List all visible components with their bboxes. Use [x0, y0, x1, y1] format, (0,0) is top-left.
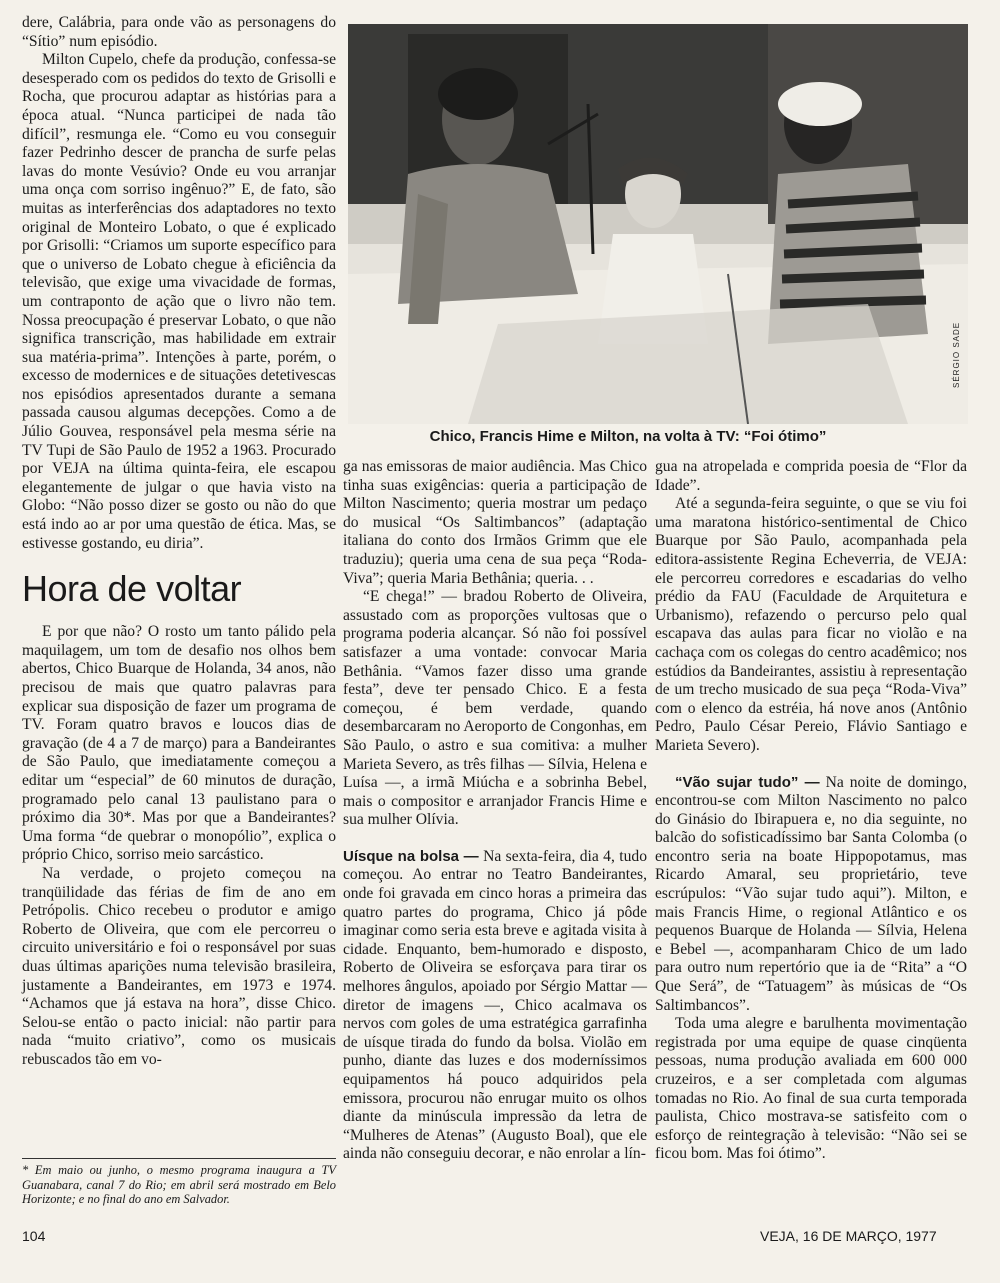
section-headline: Hora de voltar	[22, 568, 242, 610]
body-text: Na noite de domingo, encontrou-se com Milton Nascimento no palco do Ginásio do Ibirapuera e, no dia seguinte, no balcão do sofisticadíssimo bar Santa Colomba (o encontro seria na boate Hippopotamus, mas Ricardo Amaral, seu proprietário, teve escrúpulos: “Vão sujar tudo aqui”). Milton, e mais Francis Hime, o regional Atlântico e os pequenos Buarque de Holanda — Sílvia, Helena e Bebel —, acompanharam Chico de um lado para outro num repertório que ia de “Rita” a “O Que Será”, de “Tatuagem” às músicas de “Os Saltimbancos”.	[655, 773, 967, 1014]
body-paragraph: dere, Calábria, para onde vão as personagens do “Sítio” num episódio.	[22, 14, 336, 50]
paragraph-gap	[655, 756, 967, 774]
footnote: * Em maio ou junho, o mesmo programa inaugura a TV Guanabara, canal 7 do Rio; em abril será mostrado em Belo Horizonte; e no final do ano em Salvador.	[22, 1158, 336, 1207]
photo-credit: SÉRGIO SADE	[952, 321, 961, 388]
body-paragraph: gua na atropelada e comprida poesia de “Flor da Idade”.	[655, 458, 967, 494]
middle-column	[343, 458, 647, 1164]
left-column	[22, 14, 336, 1069]
body-paragraph	[655, 774, 967, 1016]
page-number: 104	[22, 1228, 46, 1244]
body-paragraph: “E chega!” — bradou Roberto de Oliveira, assustado com as proporções vultosas que o programa poderia alcançar. Só não foi possível satisfazer a uma vontade: convocar Maria Bethânia. “Vamos fazer disso uma grande festa”, deve ter pensado Chico. E a festa começou, é bem verdade, quando desembarcaram no Aeroporto de Congonhas, em São Paulo, o astro e sua comitiva: a mulher Marieta Severo, as três filhas — Sílvia, Helena e Luísa —, a irmã Miúcha e a sobrinha Bebel, mais o compositor e arranjador Francis Hime e sua mulher Olívia.	[343, 588, 647, 829]
body-paragraph: Toda uma alegre e barulhenta movimentação registrada por uma equipe de quase cinqüenta pessoas, numa produção avaliada em 600 000 cruzeiros, e a ser completada com algumas tomadas no Rio. Ao final de sua curta temporada paulista, Chico mostrava-se satisfeito com o esforço de reintegração à televisão: “Não sei se ficou bom. Mas foi ótimo”.	[655, 1015, 967, 1163]
photo-caption: Chico, Francis Hime e Milton, na volta à TV: “Foi ótimo”	[429, 428, 827, 445]
body-paragraph: Até a segunda-feira seguinte, o que se viu foi uma maratona histórico-sentimental de Chico Buarque por São Paulo, acompanhada pela editora-assistente Regina Echeverria, de VEJA: ele percorreu corredores e escadarias do velho prédio da FAU (Faculdade de Arquitetura e Urbanismo), refazendo o percurso pelo qual escapava das aulas para ficar no violão e na cachaça com os colegas do centro acadêmico; nos estúdios da Bandeirantes, assistiu à representação de um trecho musicado de sua peça “Roda-Viva” com o elenco da estréia, há nove anos (Antônio Pedro, Paulo César Pereio, Flávio Santiago e Marieta Severo).	[655, 495, 967, 754]
right-column	[655, 458, 967, 1164]
photo-illustration	[348, 24, 968, 424]
body-paragraph: Milton Cupelo, chefe da produção, confessa-se desesperado com os pedidos do texto de Grisolli e Rocha, que procurou adaptar as histórias para a época atual. “Nunca participei de nada tão difícil”, resmunga ele. “Como eu vou conseguir fazer Pedrinho descer de prancha de surfe pelas lavas do monte Vesúvio? Onde eu vou arranjar uma onça com sorriso ingênuo?” E, de fato, são muitas as interferências dos adaptadores no texto original de Monteiro Lobato, o que é explicado por Grisolli: “Criamos um suporte específico para que o universo de Lobato chegue à eficiência da televisão, que exige uma vivacidade de formas, um contraponto de ação que o livro não tem. Nossa preocupação é preservar Lobato, o que não significa transcrição, mas habilidade em extrair sua matéria-prima”. Intenções à parte, porém, o excesso de modernices e de situações detetivescas nos episódios apresentados durante a semana passada causou algumas decepções. Como a de Júlio Gouvea, responsável pela mesma série na TV Tupi de São Paulo de 1952 a 1963. Procurado por VEJA na última quinta-feira, ele escapou elegantemente de julgar o que havia visto na Globo: “Não posso dizer se gosto ou não do que está indo ao ar por uma questão de ética. Mas, se estivesse gostando, eu diria”.	[22, 51, 336, 552]
body-paragraph: E por que não? O rosto um tanto pálido pela maquilagem, um tom de desafio nos olhos bem abertos, Chico Buarque de Holanda, 34 anos, não precisou de mais que quatro palavras para explicar sua disposição de fazer um programa de TV. Foram quatro bravos e loucos dias de gravação (de 4 a 7 de março) para a Bandeirantes de São Paulo, que imediatamente começou a editar um “especial” de 60 minutos de duração, programado pelo canal 13 paulistano para o próximo dia 30*. Mas por que a Bandeirantes? Uma forma “de quebrar o monopólio”, explica o próprio Chico, sorriso meio sarcástico.	[22, 623, 336, 864]
body-paragraph: ga nas emissoras de maior audiência. Mas Chico tinha suas exigências: queria a participação de Milton Nascimento; queria mostrar um pedaço do musical “Os Saltimbancos” (adaptação italiana do conto dos Irmãos Grimm que ele traduziu); queria uma cena de sua peça “Roda-Viva”; queria Maria Bethânia; queria. . .	[343, 458, 647, 587]
body-paragraph	[343, 848, 647, 1164]
runin-heading: Uísque na bolsa —	[343, 847, 479, 865]
paragraph-gap	[343, 830, 647, 848]
issue-date: VEJA, 16 DE MARÇO, 1977	[760, 1228, 937, 1244]
body-text: Na sexta-feira, dia 4, tudo começou. Ao entrar no Teatro Bandeirantes, onde foi gravada em cinco horas a primeira das quatro partes do programa, Chico já pôde imaginar como seria esta breve e agitada visita à cidade. Enquanto, bem-humorado e disposto, Roberto de Oliveira se esforçava para tirar os melhores ângulos, apoiado por Sérgio Mattar — diretor de imagens —, Chico acalmava os nervos com goles de uma estratégica garrafinha de uísque tirada do fundo da bolsa. Violão em punho, diante das luzes e dos moderníssimos equipamentos há pouco adquiridos pela emissora, procurou não enrugar muito os olhos diante da minúscula impressão da letra de “Mulheres de Atenas” (Augusto Boal), que ele ainda não conseguiu decorar, e não enrolar a lín-	[343, 847, 647, 1163]
body-paragraph: Na verdade, o projeto começou na tranqüilidade das férias de fim de ano em Petrópolis. Chico recebeu o produtor e amigo Roberto de Oliveira, que com ele percorreu o circuito universitário e foi o responsável por suas duas últimas aparições numa televisão brasileira, justamente a Bandeirantes, em 1973 e 1974. “Achamos que já estava na hora”, disse Chico. Selou-se então o pacto inicial: não partir para nada “muito criativo”, como os musicais rebuscados tão em vo-	[22, 864, 336, 1068]
article-photo	[348, 24, 968, 424]
runin-heading: “Vão sujar tudo” —	[675, 773, 820, 791]
